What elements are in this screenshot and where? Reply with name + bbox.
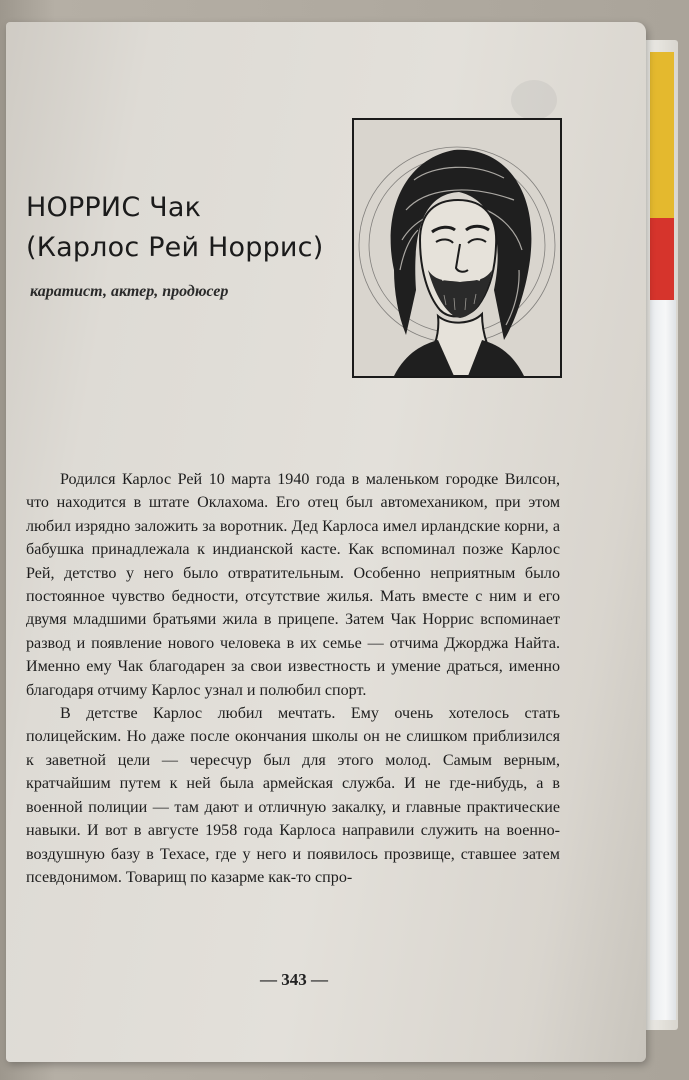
title-line-1: НОРРИС Чак xyxy=(26,192,202,223)
paragraph-1: Родился Карлос Рей 10 марта 1940 года в маленьком городке Вилсон, что находится в штате Оклахома. Его отец был автомехаником, при этом любил изрядно заложить за воротник. Дед Карлоса имел ирландские корни, а бабушка принадлежала к индианской касте. Как вспоминал позже Карлос Рей, детство у него было отвратительным. Особенно неприятным было постоянное чувство бедности, отсутствие жилья. Мать вместе с ним и его двумя младшими братьями жила в прицепе. Затем Чак Норрис вспоминает развод и появление нового человека в их семье — отчима Джорджа Найта. Именно ему Чак благодарен за свои известность и умение драться, именно благодаря отчиму Карлос узнал и полюбил спорт. xyxy=(26,471,560,699)
profession-subtitle: каратист, актер, продюсер xyxy=(30,283,229,300)
cover-stripe-red xyxy=(650,218,674,300)
show-through-emblem xyxy=(511,80,557,120)
title-line-2: (Карлос Рей Норрис) xyxy=(26,232,324,263)
cover-stripe-yellow xyxy=(650,52,674,220)
article-body xyxy=(26,468,560,889)
page-number: — 343 — xyxy=(260,970,328,989)
cover-stripe-white xyxy=(650,300,676,1020)
portrait-drawing xyxy=(354,120,560,376)
paragraph-2: В детстве Карлос любил мечтать. Ему очень хотелось стать полицейским. Но даже после окончания школы он не слишком приблизился к заветной цели — чересчур был для этого молод. Самым верным, кратчайшим путем к ней была армейская служба. И не где-нибудь, а в военной полиции — там дают и отличную закалку, и главные практические навыки. И вот в августе 1958 года Карлоса направили служить на военно-воздушную базу в Техасе, где у него и появилось прозвище, ставшее затем псевдонимом. Товарищ по казарме как-то спро- xyxy=(26,705,560,886)
portrait-illustration xyxy=(352,118,562,378)
page-title xyxy=(26,188,323,268)
